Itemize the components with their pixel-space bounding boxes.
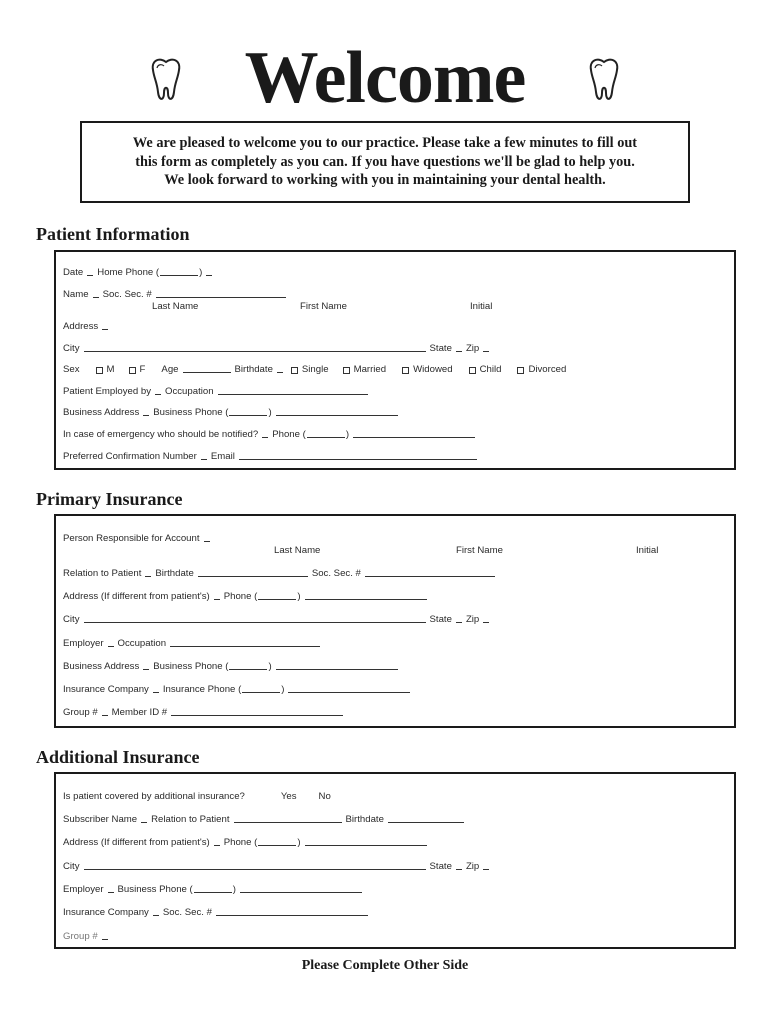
soc-sec-field[interactable] — [365, 576, 495, 577]
state-field[interactable] — [456, 351, 462, 352]
covered-row — [63, 791, 724, 802]
city-label: City — [63, 861, 80, 872]
insurance-phone-area-field[interactable] — [242, 692, 280, 693]
state-label: State — [429, 614, 452, 625]
business-phone-field[interactable] — [240, 892, 362, 893]
employer-field[interactable] — [108, 646, 114, 647]
insurance-company-row: Insurance Company Insurance Phone ( ) — [63, 684, 724, 695]
date-field[interactable] — [87, 275, 93, 276]
emergency-label: In case of emergency who should be notified? — [63, 429, 259, 440]
primary-insurance-heading: Primary Insurance — [36, 489, 183, 509]
soc-sec-label: Soc. Sec. # — [311, 568, 361, 579]
group-field[interactable] — [102, 939, 108, 940]
address-row: Address (If different from patient's) Phone ( ) — [63, 837, 724, 848]
emergency-phone-area-field[interactable] — [307, 437, 345, 438]
patient-info-heading: Patient Information — [36, 224, 190, 244]
confirmation-field[interactable] — [201, 459, 207, 460]
insurance-company-label: Insurance Company — [63, 684, 149, 695]
zip-field[interactable] — [483, 869, 489, 870]
emergency-phone-field[interactable] — [353, 437, 475, 438]
initial-caption: Initial — [636, 545, 659, 556]
last-name-caption: Last Name — [274, 545, 321, 556]
business-phone-area-field[interactable] — [194, 892, 232, 893]
business-phone-field[interactable] — [276, 415, 398, 416]
state-field[interactable] — [456, 869, 462, 870]
zip-label: Zip — [465, 861, 480, 872]
insurance-company-field[interactable] — [153, 915, 159, 916]
state-field[interactable] — [456, 622, 462, 623]
employed-row — [63, 386, 724, 397]
insurance-phone-label: Insurance Phone ( — [162, 684, 242, 695]
patient-info-section — [54, 250, 736, 470]
email-label: Email — [210, 451, 235, 462]
phone-label: Phone ( — [223, 591, 258, 602]
insurance-company-field[interactable] — [153, 692, 159, 693]
birthdate-label: Birthdate — [155, 568, 194, 579]
covered-label: Is patient covered by additional insurance? — [63, 791, 245, 802]
soc-sec-label: Soc. Sec. # — [162, 907, 212, 918]
business-phone-area-field[interactable] — [229, 669, 267, 670]
group-label: Group # — [63, 931, 98, 942]
additional-insurance-section — [54, 772, 736, 949]
address-field[interactable] — [102, 329, 108, 330]
employed-by-label: Patient Employed by — [63, 386, 151, 397]
city-row — [63, 343, 724, 354]
confirmation-row — [63, 451, 724, 462]
sex-label: Sex — [63, 364, 80, 375]
birthdate-field[interactable] — [198, 576, 308, 577]
primary-insurance-section — [54, 514, 736, 728]
address-field[interactable] — [214, 845, 220, 846]
home-phone-area-field[interactable] — [160, 275, 198, 276]
footer-note: Please Complete Other Side — [301, 958, 469, 973]
first-name-caption: First Name — [456, 545, 503, 556]
intro-line: We look forward to working with you in maintaining your dental health. — [164, 172, 606, 188]
insurance-company-label: Insurance Company — [63, 907, 149, 918]
married-checkbox[interactable] — [343, 367, 350, 374]
subscriber-row — [63, 814, 724, 825]
soc-sec-label: Soc. Sec. # — [102, 289, 152, 300]
emergency-field[interactable] — [262, 437, 268, 438]
home-phone-label: Home Phone ( — [97, 267, 160, 278]
name-label: Name — [63, 289, 89, 300]
address-label: Address (If different from patient's) — [63, 591, 210, 602]
group-row — [63, 707, 724, 718]
address-row — [63, 321, 724, 332]
business-address-label: Business Address — [63, 407, 140, 418]
address-label: Address (If different from patient's) — [63, 837, 210, 848]
insurance-company-row — [63, 907, 724, 918]
responsible-row — [63, 533, 724, 544]
intro-box — [80, 121, 690, 203]
zip-field[interactable] — [483, 622, 489, 623]
birthdate-label: Birthdate — [234, 364, 273, 375]
birthdate-label: Birthdate — [345, 814, 384, 825]
occupation-label: Occupation — [117, 638, 167, 649]
address-label: Address — [63, 321, 99, 332]
business-row: Business Address Business Phone ( ) — [63, 661, 724, 672]
first-name-caption: First Name — [300, 301, 347, 312]
email-field[interactable] — [239, 459, 477, 460]
relation-field[interactable] — [145, 576, 151, 577]
additional-insurance-heading: Additional Insurance — [36, 747, 200, 767]
subscriber-field[interactable] — [141, 822, 147, 823]
no-option[interactable]: No — [318, 791, 331, 802]
business-row: Business Address Business Phone ( ) — [63, 407, 724, 418]
occupation-label: Occupation — [165, 386, 214, 397]
relation-label: Relation to Patient — [63, 568, 142, 579]
group-label: Group # — [63, 707, 98, 718]
emergency-row: In case of emergency who should be notified? Phone ( ) — [63, 429, 724, 440]
sex-m-checkbox[interactable] — [96, 367, 103, 374]
city-field[interactable] — [84, 622, 426, 623]
single-checkbox[interactable] — [291, 367, 298, 374]
phone-label: Phone ( — [223, 837, 258, 848]
business-phone-label: Business Phone ( — [117, 884, 193, 895]
widowed-checkbox[interactable] — [402, 367, 409, 374]
city-label: City — [63, 614, 80, 625]
employer-row: Employer Business Phone ( ) — [63, 884, 724, 895]
soc-sec-field[interactable] — [216, 915, 368, 916]
confirmation-label: Preferred Confirmation Number — [63, 451, 197, 462]
city-row — [63, 861, 724, 872]
soc-sec-field[interactable] — [156, 297, 286, 298]
occupation-field[interactable] — [218, 394, 368, 395]
phone-label: Phone ( — [272, 429, 306, 440]
business-phone-label: Business Phone ( — [153, 661, 229, 672]
state-label: State — [429, 861, 452, 872]
name-row — [63, 289, 724, 300]
employer-label: Employer — [63, 884, 104, 895]
business-address-field[interactable] — [143, 415, 149, 416]
zip-label: Zip — [465, 614, 480, 625]
responsible-field[interactable] — [204, 541, 210, 542]
business-address-label: Business Address — [63, 661, 140, 672]
business-phone-label: Business Phone ( — [153, 407, 229, 418]
birthdate-field[interactable] — [388, 822, 464, 823]
member-id-field[interactable] — [171, 715, 343, 716]
employed-by-field[interactable] — [155, 394, 161, 395]
phone-field[interactable] — [305, 845, 427, 846]
city-field[interactable] — [84, 351, 426, 352]
divorced-checkbox[interactable] — [517, 367, 524, 374]
phone-field[interactable] — [305, 599, 427, 600]
subscriber-label: Subscriber Name — [63, 814, 138, 825]
initial-caption: Initial — [470, 301, 493, 312]
date-row: Date Home Phone ( ) — [63, 267, 724, 278]
member-id-label: Member ID # — [111, 707, 168, 718]
intro-line: We are pleased to welcome you to our practice. Please take a few minutes to fill out — [132, 135, 638, 151]
intro-line: this form as completely as you can. If you have questions we'll be glad to help you. — [135, 153, 635, 170]
relation-field[interactable] — [234, 822, 342, 823]
group-row — [63, 931, 724, 942]
last-name-caption: Last Name — [152, 301, 199, 312]
insurance-phone-field[interactable] — [288, 692, 410, 693]
city-label: City — [63, 343, 80, 354]
business-phone-field[interactable] — [276, 669, 398, 670]
address-field[interactable] — [214, 599, 220, 600]
yes-option[interactable]: Yes — [280, 791, 297, 802]
zip-label: Zip — [465, 343, 480, 354]
age-field[interactable] — [183, 372, 231, 373]
sex-row: Sex M F Age Birthdate Single Married Widowed Child Divorced — [63, 364, 567, 375]
city-row — [63, 614, 724, 625]
zip-field[interactable] — [483, 351, 489, 352]
employer-label: Employer — [63, 638, 104, 649]
phone-area-field[interactable] — [258, 599, 296, 600]
address-row: Address (If different from patient's) Phone ( ) — [63, 591, 724, 602]
child-checkbox[interactable] — [469, 367, 476, 374]
birthdate-field[interactable] — [277, 372, 283, 373]
age-label: Age — [161, 364, 179, 375]
group-field[interactable] — [102, 715, 108, 716]
city-field[interactable] — [84, 869, 426, 870]
date-label: Date — [63, 267, 84, 278]
business-phone-area-field[interactable] — [229, 415, 267, 416]
business-address-field[interactable] — [143, 669, 149, 670]
occupation-field[interactable] — [170, 646, 320, 647]
employer-field[interactable] — [108, 892, 114, 893]
state-label: State — [429, 343, 452, 354]
page-title: Welcome — [244, 37, 526, 119]
relation-label: Relation to Patient — [151, 814, 230, 825]
phone-area-field[interactable] — [258, 845, 296, 846]
name-field[interactable] — [93, 297, 99, 298]
home-phone-field[interactable] — [206, 275, 212, 276]
employer-row — [63, 638, 724, 649]
responsible-label: Person Responsible for Account — [63, 533, 200, 544]
relation-row — [63, 568, 724, 579]
sex-f-checkbox[interactable] — [129, 367, 136, 374]
